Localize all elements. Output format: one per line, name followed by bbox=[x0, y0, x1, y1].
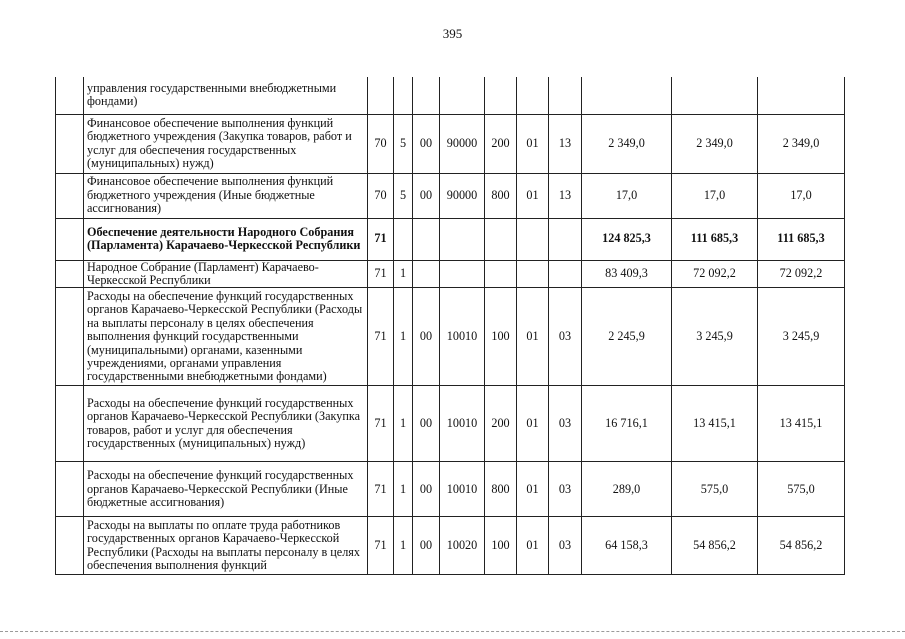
row-name-cell: Расходы на обеспечение функций государственных органов Карачаево-Черкесской Республики (Закупка товаров, работ и услуг для обеспечения государственных (муниципальных) нужд) bbox=[84, 386, 368, 462]
code-om-cell: 00 bbox=[413, 173, 440, 218]
code-gp-cell: 71 bbox=[368, 288, 394, 386]
table-row bbox=[56, 77, 845, 114]
code-vr-cell bbox=[485, 77, 517, 114]
sum-year-2-cell: 2 349,0 bbox=[672, 114, 758, 173]
sum-year-1-cell: 17,0 bbox=[582, 173, 672, 218]
code-rz-cell bbox=[517, 77, 549, 114]
code-gp-cell: 70 bbox=[368, 114, 394, 173]
row-name-cell: Обеспечение деятельности Народного Собрания (Парламента) Карачаево-Черкесской Республики bbox=[84, 218, 368, 260]
sum-year-3-cell: 17,0 bbox=[758, 173, 845, 218]
row-name-cell: управления государственными внебюджетными фондами) bbox=[84, 77, 368, 114]
sum-year-3-cell: 13 415,1 bbox=[758, 386, 845, 462]
code-pp-cell: 1 bbox=[394, 462, 413, 517]
table-row bbox=[56, 517, 845, 575]
code-pp-cell bbox=[394, 77, 413, 114]
code-vr-cell: 800 bbox=[485, 462, 517, 517]
row-margin-cell bbox=[56, 218, 84, 260]
sum-year-2-cell: 575,0 bbox=[672, 462, 758, 517]
code-pr-cell: 13 bbox=[549, 173, 582, 218]
row-name-cell: Финансовое обеспечение выполнения функций бюджетного учреждения (Иные бюджетные ассигнования) bbox=[84, 173, 368, 218]
code-pp-cell: 1 bbox=[394, 386, 413, 462]
code-pr-cell bbox=[549, 260, 582, 288]
table-row bbox=[56, 173, 845, 218]
code-om-cell: 00 bbox=[413, 386, 440, 462]
code-om-cell: 00 bbox=[413, 288, 440, 386]
code-rz-cell: 01 bbox=[517, 386, 549, 462]
code-gp-cell: 70 bbox=[368, 173, 394, 218]
table-row bbox=[56, 260, 845, 288]
sum-year-3-cell: 2 349,0 bbox=[758, 114, 845, 173]
code-direction-cell bbox=[440, 77, 485, 114]
sum-year-1-cell bbox=[582, 77, 672, 114]
sum-year-3-cell: 111 685,3 bbox=[758, 218, 845, 260]
table-row bbox=[56, 218, 845, 260]
sum-year-2-cell: 17,0 bbox=[672, 173, 758, 218]
code-vr-cell: 100 bbox=[485, 288, 517, 386]
table-row bbox=[56, 386, 845, 462]
sum-year-3-cell: 3 245,9 bbox=[758, 288, 845, 386]
code-direction-cell: 10020 bbox=[440, 517, 485, 575]
row-margin-cell bbox=[56, 462, 84, 517]
row-name-cell: Расходы на обеспечение функций государственных органов Карачаево-Черкесской Республики (Расходы на выплаты персоналу в целях обеспечения выполнения функций государственными (муниципальными) органами, казенными учреждениями, органами управления государственными внебюджетными фондами) bbox=[84, 288, 368, 386]
code-direction-cell: 90000 bbox=[440, 114, 485, 173]
code-rz-cell: 01 bbox=[517, 462, 549, 517]
row-name-cell: Расходы на обеспечение функций государственных органов Карачаево-Черкесской Республики (Иные бюджетные ассигнования) bbox=[84, 462, 368, 517]
code-vr-cell bbox=[485, 218, 517, 260]
sum-year-3-cell: 54 856,2 bbox=[758, 517, 845, 575]
sum-year-2-cell: 54 856,2 bbox=[672, 517, 758, 575]
row-name-cell: Расходы на выплаты по оплате труда работников государственных органов Карачаево-Черкесской Республики (Расходы на выплаты персоналу в целях обеспечения выполнения функций bbox=[84, 517, 368, 575]
code-direction-cell bbox=[440, 218, 485, 260]
row-name-cell: Народное Собрание (Парламент) Карачаево-Черкесской Республики bbox=[84, 260, 368, 288]
row-margin-cell bbox=[56, 260, 84, 288]
sum-year-1-cell: 64 158,3 bbox=[582, 517, 672, 575]
code-pr-cell bbox=[549, 77, 582, 114]
code-gp-cell: 71 bbox=[368, 218, 394, 260]
sum-year-1-cell: 124 825,3 bbox=[582, 218, 672, 260]
sum-year-2-cell: 111 685,3 bbox=[672, 218, 758, 260]
code-pr-cell: 03 bbox=[549, 517, 582, 575]
sum-year-1-cell: 2 245,9 bbox=[582, 288, 672, 386]
code-direction-cell: 10010 bbox=[440, 462, 485, 517]
row-margin-cell bbox=[56, 386, 84, 462]
code-pp-cell: 5 bbox=[394, 114, 413, 173]
code-vr-cell: 100 bbox=[485, 517, 517, 575]
sum-year-2-cell bbox=[672, 77, 758, 114]
sum-year-2-cell: 72 092,2 bbox=[672, 260, 758, 288]
code-pp-cell: 1 bbox=[394, 288, 413, 386]
code-gp-cell: 71 bbox=[368, 517, 394, 575]
table-row bbox=[56, 462, 845, 517]
code-pr-cell: 03 bbox=[549, 288, 582, 386]
code-gp-cell bbox=[368, 77, 394, 114]
code-om-cell: 00 bbox=[413, 462, 440, 517]
code-rz-cell: 01 bbox=[517, 288, 549, 386]
code-om-cell bbox=[413, 218, 440, 260]
code-rz-cell: 01 bbox=[517, 173, 549, 218]
sum-year-1-cell: 289,0 bbox=[582, 462, 672, 517]
row-margin-cell bbox=[56, 517, 84, 575]
code-pr-cell: 03 bbox=[549, 386, 582, 462]
code-om-cell: 00 bbox=[413, 517, 440, 575]
row-margin-cell bbox=[56, 77, 84, 114]
sum-year-1-cell: 2 349,0 bbox=[582, 114, 672, 173]
code-rz-cell: 01 bbox=[517, 114, 549, 173]
sum-year-3-cell: 72 092,2 bbox=[758, 260, 845, 288]
code-pp-cell: 1 bbox=[394, 260, 413, 288]
sum-year-3-cell bbox=[758, 77, 845, 114]
code-pr-cell: 03 bbox=[549, 462, 582, 517]
code-direction-cell bbox=[440, 260, 485, 288]
budget-table bbox=[55, 77, 845, 575]
code-rz-cell bbox=[517, 260, 549, 288]
code-om-cell: 00 bbox=[413, 114, 440, 173]
code-pp-cell: 5 bbox=[394, 173, 413, 218]
sum-year-2-cell: 13 415,1 bbox=[672, 386, 758, 462]
code-pr-cell: 13 bbox=[549, 114, 582, 173]
sum-year-1-cell: 16 716,1 bbox=[582, 386, 672, 462]
code-pr-cell bbox=[549, 218, 582, 260]
sum-year-2-cell: 3 245,9 bbox=[672, 288, 758, 386]
sum-year-3-cell: 575,0 bbox=[758, 462, 845, 517]
table-row bbox=[56, 114, 845, 173]
code-om-cell bbox=[413, 77, 440, 114]
code-pp-cell: 1 bbox=[394, 517, 413, 575]
table-row bbox=[56, 288, 845, 386]
code-gp-cell: 71 bbox=[368, 386, 394, 462]
code-om-cell bbox=[413, 260, 440, 288]
row-margin-cell bbox=[56, 114, 84, 173]
code-vr-cell: 200 bbox=[485, 386, 517, 462]
code-gp-cell: 71 bbox=[368, 462, 394, 517]
code-gp-cell: 71 bbox=[368, 260, 394, 288]
code-vr-cell bbox=[485, 260, 517, 288]
page-number: 395 bbox=[442, 26, 463, 41]
row-name-cell: Финансовое обеспечение выполнения функций бюджетного учреждения (Закупка товаров, работ и услуг для обеспечения государственных (муниципальных) нужд) bbox=[84, 114, 368, 173]
table-body bbox=[56, 77, 845, 575]
code-pp-cell bbox=[394, 218, 413, 260]
sum-year-1-cell: 83 409,3 bbox=[582, 260, 672, 288]
scan-edge-line bbox=[0, 631, 905, 632]
code-direction-cell: 10010 bbox=[440, 288, 485, 386]
row-margin-cell bbox=[56, 173, 84, 218]
code-vr-cell: 800 bbox=[485, 173, 517, 218]
code-rz-cell bbox=[517, 218, 549, 260]
code-rz-cell: 01 bbox=[517, 517, 549, 575]
code-direction-cell: 90000 bbox=[440, 173, 485, 218]
code-vr-cell: 200 bbox=[485, 114, 517, 173]
code-direction-cell: 10010 bbox=[440, 386, 485, 462]
row-margin-cell bbox=[56, 288, 84, 386]
